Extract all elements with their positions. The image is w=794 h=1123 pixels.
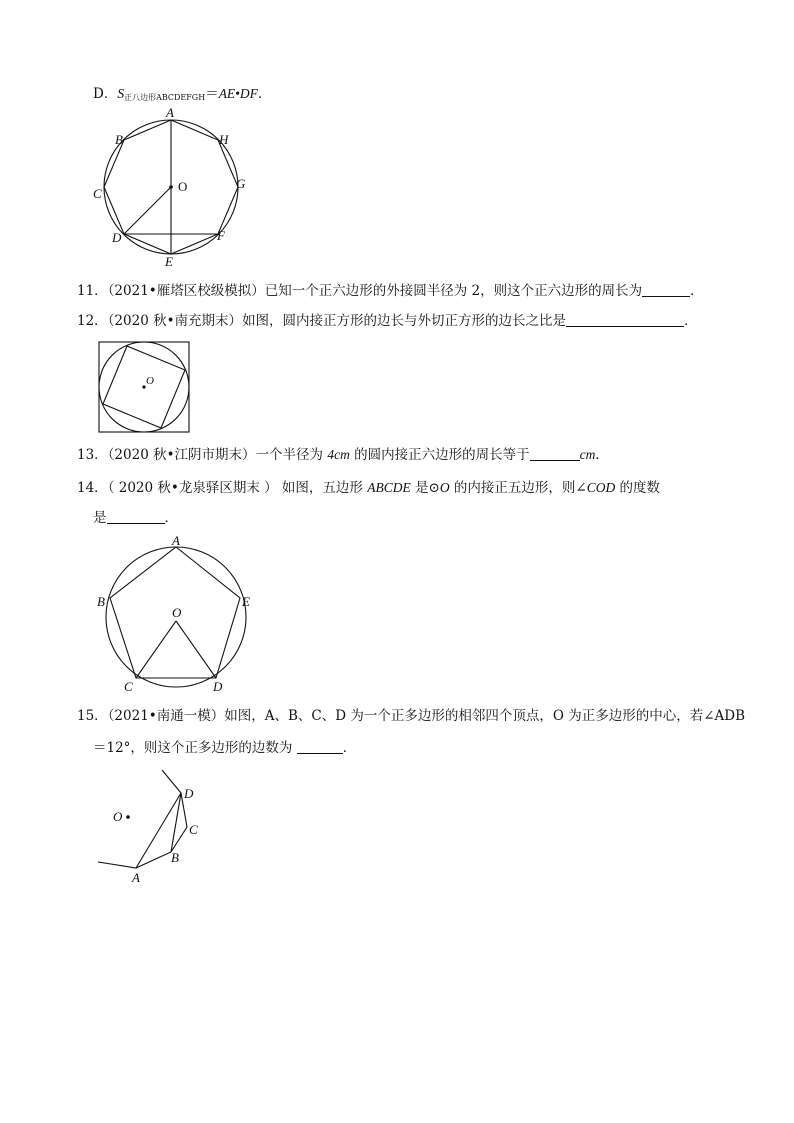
question-15-line2: ＝12°，则这个正多边形的边数为 ． [93, 740, 357, 756]
answer-blank [566, 312, 684, 327]
label-h: H [219, 132, 229, 147]
question-11: 11．（2021•雁塔区校级模拟）已知一个正六边形的外接圆半径为 2，则这个正六边形的周长为 ． [77, 283, 704, 299]
label-b: B [97, 594, 105, 609]
pentagon-circumcircle [106, 547, 246, 687]
area-subscript: 正八边形ABCDEFGH [124, 93, 206, 102]
label-o: O [172, 605, 182, 620]
area-expression: AE•DF [218, 86, 258, 101]
label-d: D [184, 786, 194, 801]
label-b: B [171, 850, 179, 865]
segment-da [136, 793, 181, 868]
question-14: 14．（ 2020 秋•龙泉驿区期末 ） 如图，五边形 ABCDE 是⊙O 的内接正五边形，则∠COD 的度数 [77, 480, 661, 496]
center-dot [169, 185, 173, 189]
segment-do [124, 187, 171, 234]
label-e: E [165, 254, 173, 269]
square-circle [99, 342, 189, 432]
label-a: A [166, 105, 174, 120]
question-14-line2: 是 ． [93, 510, 178, 526]
answer-blank [530, 446, 580, 461]
label-o: O [178, 179, 188, 194]
label-g: G [236, 176, 246, 191]
question-13: 13．（2020 秋•江阴市期末）一个半径为 4cm 的圆内接正六边形的周长等于 cm． [77, 447, 609, 463]
inner-square [103, 346, 185, 428]
octagon-circumcircle [104, 120, 238, 254]
label-d: D [213, 679, 223, 694]
label-f: F [217, 228, 225, 243]
label-c: C [189, 822, 198, 837]
label-c: C [124, 679, 133, 694]
answer-blank [107, 509, 165, 524]
segment-od [176, 621, 216, 678]
option-letter: D [93, 86, 104, 102]
pentagon-polygon [110, 547, 240, 678]
q10-option-d: D．$S_{正八边形ABCDEFGH}=AE•DF$． [93, 86, 272, 102]
segment-db [171, 793, 181, 852]
octagon-polygon [104, 120, 238, 254]
answer-blank [297, 739, 343, 754]
area-symbol: S [117, 86, 125, 101]
label-a: A [172, 533, 180, 548]
polygon-edges [98, 770, 187, 868]
segment-oc [136, 621, 176, 678]
label-o: O [146, 375, 154, 387]
label-c: C [93, 186, 102, 201]
outer-square [99, 342, 189, 432]
question-15: 15．（2021•南通一模）如图，A、B、C、D 为一个正多边形的相邻四个顶点，O 为正多边形的中心，若∠ADB [77, 708, 746, 724]
label-o: O [113, 809, 123, 824]
label-e: E [242, 594, 250, 609]
question-12: 12．（2020 秋•南充期末）如图，圆内接正方形的边长与外切正方形的边长之比是 ． [77, 313, 698, 329]
answer-blank [642, 282, 690, 297]
label-a: A [132, 870, 140, 885]
center-dot [126, 815, 130, 819]
label-b: B [115, 132, 123, 147]
label-d: D [112, 230, 122, 245]
center-dot [142, 385, 145, 388]
